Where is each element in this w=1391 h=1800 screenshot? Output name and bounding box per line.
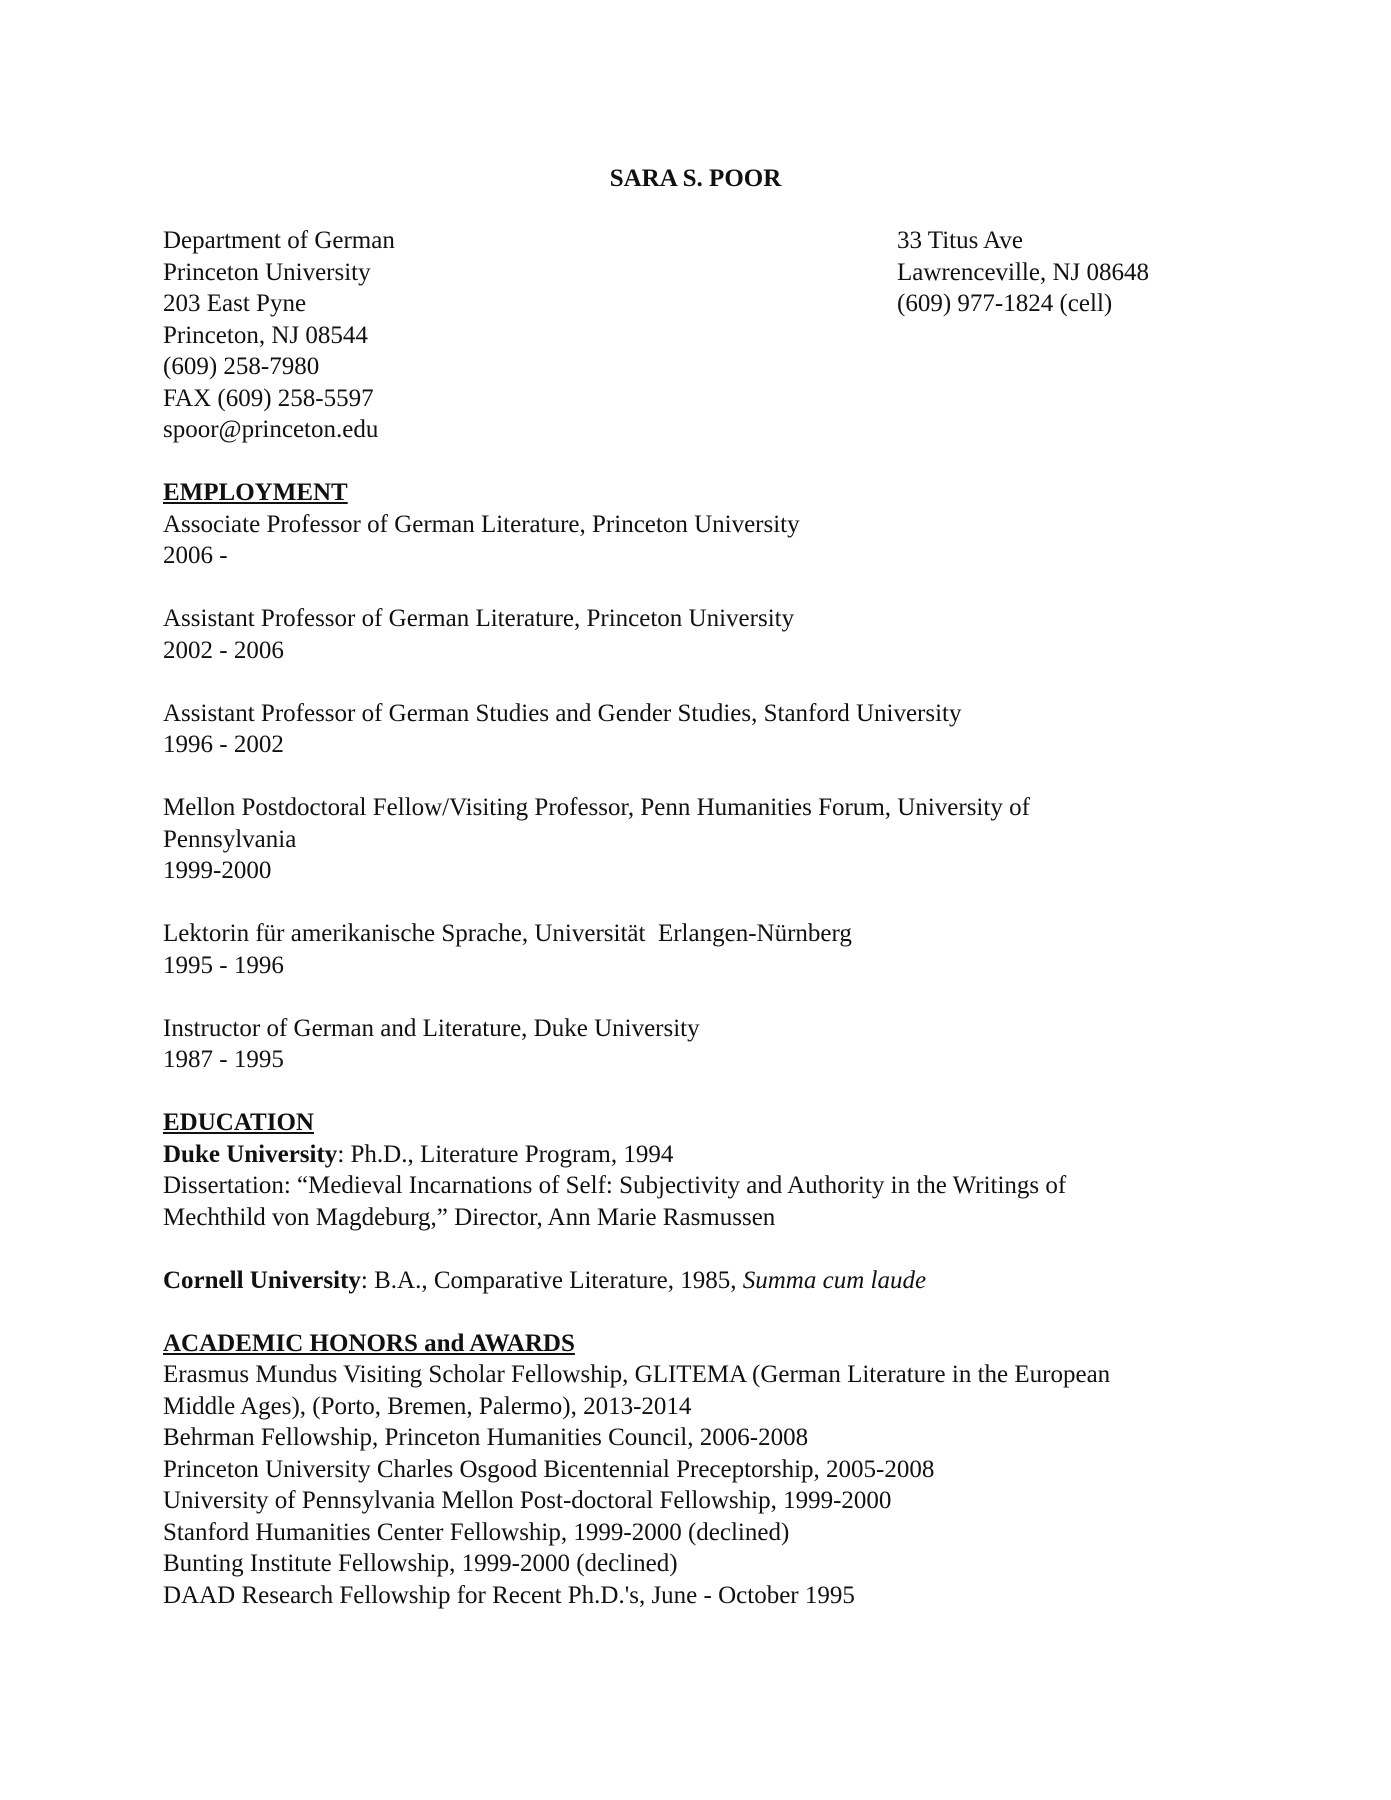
employment-section [163, 477, 1223, 1107]
job-title: Mellon Postdoctoral Fellow/Visiting Professor, Penn Humanities Forum, University of [163, 794, 1030, 821]
address-line: Department of German [163, 227, 395, 254]
job-dates: 1996 - 2002 [163, 731, 284, 758]
education-heading: EDUCATION [163, 1109, 314, 1136]
dissertation-line: Dissertation: “Medieval Incarnations of Self: Subjectivity and Authority in the Writings of [163, 1172, 1067, 1199]
degree-line [163, 1265, 1223, 1297]
institution-name: Cornell University [163, 1266, 361, 1294]
job-title: Lektorin für amerikanische Sprache, Universität Erlangen-Nürnberg [163, 920, 852, 947]
job-title-continued: Pennsylvania [163, 825, 297, 853]
email-line: spoor@princeton.edu [163, 416, 379, 443]
honor-item: DAAD Research Fellowship for Recent Ph.D.'s, June - October 1995 [163, 1581, 855, 1609]
employment-entry [163, 698, 1223, 761]
work-address [163, 225, 395, 446]
phone-line: (609) 258-7980 [163, 353, 320, 380]
fax-line: FAX (609) 258-5597 [163, 384, 374, 412]
address-line: 33 Titus Ave [897, 227, 1023, 254]
degree-honor: Summa cum laude [742, 1266, 927, 1294]
employment-heading: EMPLOYMENT [163, 479, 348, 506]
job-dates: 2002 - 2006 [163, 636, 284, 664]
honors-section [163, 1328, 1223, 1612]
honor-item: Behrman Fellowship, Princeton Humanities Council, 2006-2008 [163, 1424, 809, 1451]
honors-heading: ACADEMIC HONORS and AWARDS [163, 1329, 575, 1357]
job-dates: 1987 - 1995 [163, 1046, 284, 1073]
address-line: Princeton, NJ 08544 [163, 321, 368, 349]
address-line: 203 East Pyne [163, 290, 307, 317]
education-entry [163, 1265, 1223, 1297]
phone-line: (609) 977-1824 (cell) [897, 290, 1113, 317]
employment-entry [163, 509, 1223, 572]
home-address [897, 225, 1149, 320]
degree-detail: : B.A., Comparative Literature, 1985, [360, 1266, 743, 1294]
employment-entry [163, 792, 1223, 887]
job-title: Assistant Professor of German Literature, Princeton University [163, 605, 795, 632]
honor-item: Princeton University Charles Osgood Bicentennial Preceptorship, 2005-2008 [163, 1455, 935, 1483]
degree-line [163, 1139, 1223, 1171]
employment-entry [163, 1013, 1223, 1076]
institution-name: Duke University [163, 1140, 338, 1168]
cv-name: SARA S. POOR [609, 165, 782, 192]
degree-detail: : Ph.D., Literature Program, 1994 [337, 1140, 674, 1168]
cv-body [163, 477, 1223, 1611]
address-line: Princeton University [163, 258, 371, 286]
job-dates: 1995 - 1996 [163, 951, 284, 979]
job-title: Assistant Professor of German Studies and Gender Studies, Stanford University [163, 699, 962, 727]
honor-item: Erasmus Mundus Visiting Scholar Fellowship, GLITEMA (German Literature in the European [163, 1361, 1111, 1388]
employment-entry [163, 918, 1223, 981]
job-dates: 1999-2000 [163, 857, 272, 884]
honor-item: Middle Ages), (Porto, Bremen, Palermo), 2013-2014 [163, 1392, 692, 1420]
honor-item: University of Pennsylvania Mellon Post-doctoral Fellowship, 1999-2000 [163, 1487, 892, 1514]
address-line: Lawrenceville, NJ 08648 [897, 258, 1150, 286]
job-dates: 2006 - [163, 542, 228, 569]
education-entry [163, 1139, 1223, 1234]
honor-item: Bunting Institute Fellowship, 1999-2000 (declined) [163, 1550, 678, 1577]
education-section [163, 1107, 1223, 1328]
dissertation-line: Mechthild von Magdeburg,” Director, Ann Marie Rasmussen [163, 1203, 776, 1231]
job-title: Associate Professor of German Literature, Princeton University [163, 510, 800, 538]
employment-entry [163, 603, 1223, 666]
honor-item: Stanford Humanities Center Fellowship, 1999-2000 (declined) [163, 1518, 790, 1546]
job-title: Instructor of German and Literature, Duke University [163, 1014, 700, 1042]
